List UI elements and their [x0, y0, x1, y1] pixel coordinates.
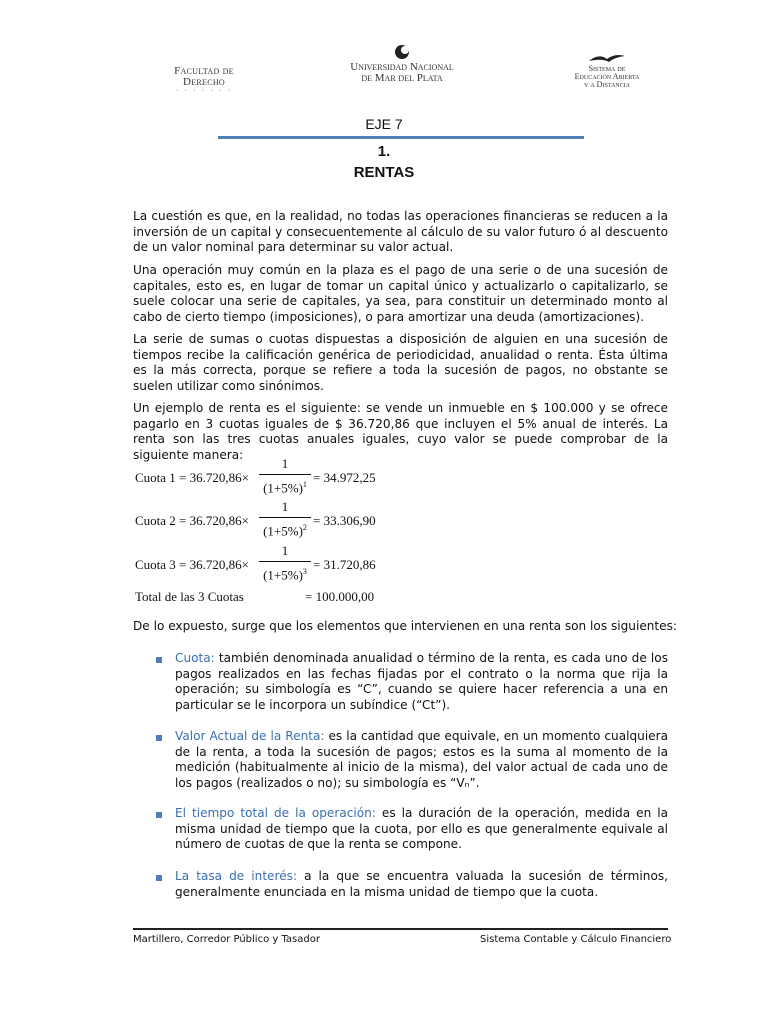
definition-valor-actual: es la cantidad que equivale, en un momento cualquiera de la renta, a toda la sucesión de pagos; estos es la suma al momento de la medición (habitualmente al inicio de la misma), del valor actual de cada uno de los pagos (realizados o no); su simbología es “Vₙ”. [175, 729, 668, 790]
total-label: Total de las 3 Cuotas [135, 589, 244, 604]
fraction-bar [259, 517, 311, 518]
distance-education-logo [552, 52, 662, 89]
list-item-cuota [175, 651, 668, 713]
title-divider [218, 136, 584, 139]
university-logo-line-2: de Mar del Plata [361, 72, 443, 84]
university-logo [338, 44, 466, 84]
paragraph-intro: La cuestión es que, en la realidad, no todas las operaciones financieras se reducen a la inversión de un capital y consecuentemente al cálculo de su valor futuro ó al descuento de un valor nominal para determinar su valor actual. [133, 209, 668, 255]
term-cuota: Cuota: [175, 651, 215, 665]
formula-lhs: Cuota 3 = 36.720,86× [135, 557, 249, 572]
paragraph-series: Una operación muy común en la plaza es el pago de una serie o de una sucesión de capitales, esto es, en lugar de tomar un capital único y actualizarlo o capitalizarlo, se suele colocar una serie de capitales, ya sea, para constituir un determinado monto al cabo de cierto tiempo (imposiciones), o para amortizar una deuda (amortizaciones). [133, 263, 668, 324]
fraction-denominator [259, 564, 311, 583]
bullet-marker [156, 812, 162, 818]
denominator-base: (1+5%) [263, 567, 303, 583]
definition-cuota: también denominada anualidad o término de la renta, es cada uno de los pagos realizados en las fechas fijadas por el contrato o la norma que rija la operación; su simbología es “C”, cuando se quiere hacer referencia a una en particular se le incorpora un subíndice (“Ct”). [175, 651, 668, 712]
formula-lhs: Cuota 1 = 36.720,86× [135, 470, 249, 485]
bullet-marker [156, 657, 162, 663]
list-item-tasa-interes [175, 869, 668, 900]
distance-logo-line-1: Sistema de [588, 64, 626, 73]
denominator-base: (1+5%) [263, 480, 303, 496]
section-number: 1. [377, 143, 391, 160]
formula-cuota-2 [135, 499, 376, 539]
formula-result: = 34.972,25 [313, 470, 376, 485]
formula-fraction [259, 456, 311, 496]
paragraph-elements-intro: De lo expuesto, surge que los elementos que intervienen en una renta son los siguientes: [133, 619, 677, 633]
faculty-logo-line-1: Facultad de [174, 65, 234, 77]
bullet-marker [156, 875, 162, 881]
footer-course: Martillero, Corredor Público y Tasador [133, 934, 320, 945]
formula-result: = 33.306,90 [313, 513, 376, 528]
list-item-tiempo-total [175, 806, 668, 853]
formula-fraction [259, 499, 311, 539]
fraction-bar [259, 561, 311, 562]
footer-divider [133, 928, 668, 930]
term-tasa-interes: La tasa de interés: [175, 869, 298, 883]
bird-icon [587, 52, 627, 64]
fraction-denominator [259, 477, 311, 496]
term-valor-actual: Valor Actual de la Renta: [175, 729, 325, 743]
definition-tiempo-total: es la duración de la operación, medida en la misma unidad de tiempo que la cuota, por ello es que generalmente equivale al número de cuotas de que la renta se compone. [175, 806, 668, 852]
university-emblem-icon [394, 44, 410, 60]
list-item-valor-actual [175, 729, 668, 791]
definition-tasa-interes: a la que se encuentra valuada la sucesión de términos, generalmente enunciada en la misma unidad de tiempo que la cuota. [175, 869, 668, 899]
formula-fraction [259, 543, 311, 583]
formula-result: = 31.720,86 [313, 557, 376, 572]
formula-cuota-3 [135, 543, 376, 583]
denominator-exponent: 1 [302, 480, 307, 489]
term-tiempo-total: El tiempo total de la operación: [175, 806, 376, 820]
faculty-logo [160, 66, 248, 94]
fraction-numerator: 1 [281, 499, 289, 514]
formula-cuota-1 [135, 456, 376, 496]
university-logo-line-1: Universidad Nacional [350, 61, 454, 73]
unit-label: EJE 7 [365, 116, 403, 132]
paragraph-example: Un ejemplo de renta es el siguiente: se vende un inmueble en $ 100.000 y se ofrece pagarlo en 3 cuotas iguales de $ 36.720,86 que incluyen el 5% anual de interés. La renta son las tres cuotas anuales iguales, cuyo valor se puede comprobar de la siguiente manera: [133, 401, 668, 462]
fraction-bar [259, 474, 311, 475]
fraction-numerator: 1 [281, 543, 289, 558]
distance-logo-line-3: y a Distancia [584, 80, 630, 89]
distance-logo-line-2: Educación Abierta [574, 72, 640, 81]
fraction-numerator: 1 [281, 456, 289, 471]
denominator-exponent: 2 [302, 523, 307, 532]
footer-subject: Sistema Contable y Cálculo Financiero [480, 934, 672, 945]
denominator-exponent: 3 [302, 567, 307, 576]
faculty-logo-line-2: Derecho [182, 76, 226, 88]
faculty-logo-dots: · · · · · · · [175, 86, 233, 95]
denominator-base: (1+5%) [263, 523, 303, 539]
bullet-marker [156, 735, 162, 741]
paragraph-definition: La serie de sumas o cuotas dispuestas a disposición de alguien en una sucesión de tiempos recibe la calificación genérica de periodicidad, anualidad o renta. Ésta última es la más correcta, porque se refiere a toda la sucesión de pagos, no obstante se suelen utilizar como sinónimos. [133, 332, 668, 393]
formula-lhs: Cuota 2 = 36.720,86× [135, 513, 249, 528]
section-title: RENTAS [353, 164, 415, 181]
total-value: = 100.000,00 [305, 589, 375, 604]
fraction-denominator [259, 520, 311, 539]
